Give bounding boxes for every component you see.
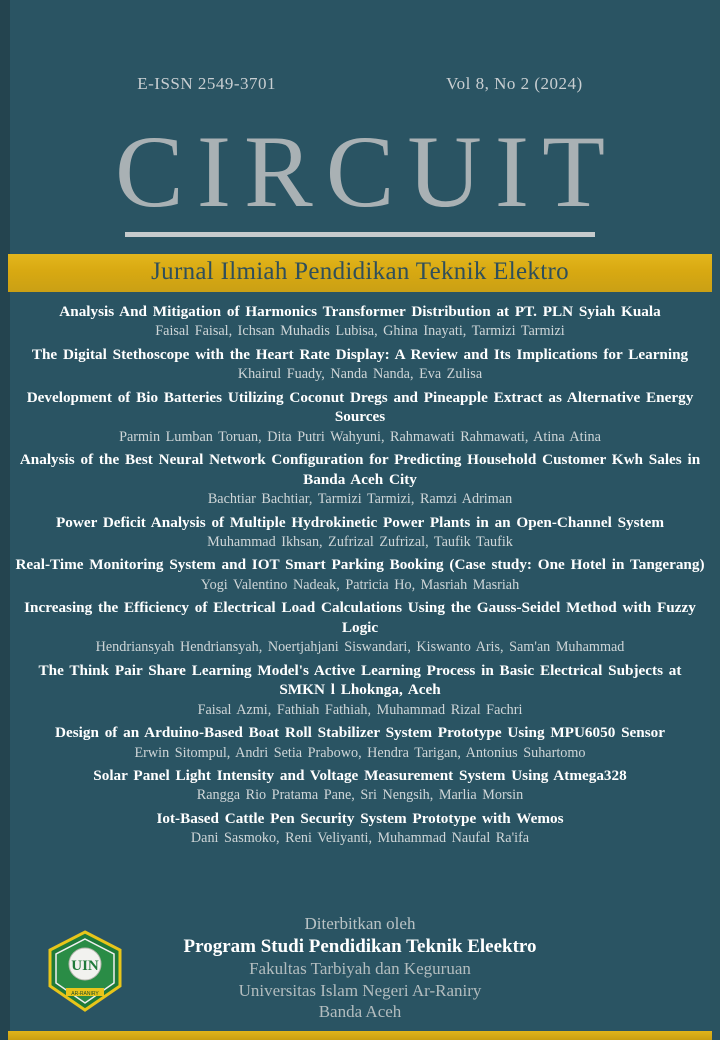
list-item [8,450,712,508]
article-authors: Muhammad Ikhsan, Zufrizal Zufrizal, Taufik Taufik [207,533,513,550]
list-item [8,766,712,805]
title-divider [125,232,595,237]
publisher-line-4: Universitas Islam Negeri Ar-Raniry [238,980,482,1000]
publisher-line-2: Program Studi Pendidikan Teknik Eleektro [183,935,537,957]
list-item [8,513,712,552]
publisher-line-3: Fakultas Tarbiyah dan Keguruan [249,959,471,979]
article-title: Iot-Based Cattle Pen Security System Prototype with Wemos [156,809,564,827]
bottom-gold-bar [8,1031,712,1040]
issn-text: E-ISSN 2549-3701 [137,74,277,93]
article-authors: Yogi Valentino Nadeak, Patricia Ho, Masriah Masriah [200,576,520,593]
list-item [8,388,712,446]
svg-text:UIN: UIN [71,958,99,974]
article-title: Design of an Arduino-Based Boat Roll Stabilizer System Prototype Using MPU6050 Sensor [55,724,665,742]
article-title: Increasing the Efficiency of Electrical Load Calculations Using the Gauss-Seidel Method with Fuzzy Logic [24,599,696,636]
article-title: Solar Panel Light Intensity and Voltage Measurement System Using Atmega328 [93,766,627,784]
article-authors: Erwin Sitompul, Andri Setia Prabowo, Hendra Tarigan, Antonius Suhartomo [134,744,586,761]
list-item [8,661,712,719]
article-title: Development of Bio Batteries Utilizing Coconut Dregs and Pineapple Extract as Alternative Energy Sources [26,388,694,426]
article-title: Real-Time Monitoring System and IOT Smart Parking Booking (Case study: One Hotel in Tangerang) [15,556,705,574]
article-authors: Khairul Fuady, Nanda Nanda, Eva Zulisa [237,366,483,383]
article-authors: Dani Sasmoko, Reni Veliyanti, Muhammad Naufal Ra'ifa [190,830,530,847]
issn-volume-row [0,74,720,94]
publisher-block [0,913,720,1022]
journal-title: CIRCUIT [115,115,618,229]
list-item [8,555,712,594]
article-title: The Digital Stethoscope with the Heart Rate Display: A Review and Its Implications for Learning [31,345,689,363]
article-title: The Think Pair Share Learning Model's Active Learning Process in Basic Electrical Subjects at SMKN l Lhoknga, Aceh [38,661,682,699]
svg-text:AR-RANIRY: AR-RANIRY [71,991,99,997]
article-title: Analysis And Mitigation of Harmonics Transformer Distribution at PT. PLN Syiah Kuala [59,303,661,320]
article-authors: Bachtiar Bachtiar, Tarmizi Tarmizi, Ramzi Adriman [207,491,513,508]
publisher-line-1: Diterbitkan oleh [304,914,416,934]
journal-title-block [0,115,720,237]
table-of-contents [8,302,712,852]
list-item [8,723,712,762]
journal-subtitle: Jurnal Ilmiah Pendidikan Teknik Elektro [151,258,569,285]
volume-text: Vol 8, No 2 (2024) [446,74,583,93]
article-authors: Faisal Azmi, Fathiah Fathiah, Muhammad Rizal Fachri [197,701,523,718]
list-item [8,345,712,384]
list-item [8,598,712,656]
list-item [8,809,712,848]
article-title: Power Deficit Analysis of Multiple Hydrokinetic Power Plants in an Open-Channel System [56,513,664,531]
list-item [8,302,712,341]
article-authors: Hendriansyah Hendriansyah, Noertjahjani Siswandari, Kiswanto Aris, Sam'an Muhammad [95,639,625,656]
article-authors: Rangga Rio Pratama Pane, Sri Nengsih, Marlia Morsin [196,787,524,804]
article-title: Analysis of the Best Neural Network Configuration for Predicting Household Customer Kwh Sales in Banda Aceh City [19,451,701,488]
article-authors: Faisal Faisal, Ichsan Muhadis Lubisa, Ghina Inayati, Tarmizi Tarmizi [155,323,565,340]
publisher-line-5: Banda Aceh [318,1001,402,1021]
article-authors: Parmin Lumban Toruan, Dita Putri Wahyuni, Rahmawati Rahmawati, Atina Atina [119,428,601,445]
